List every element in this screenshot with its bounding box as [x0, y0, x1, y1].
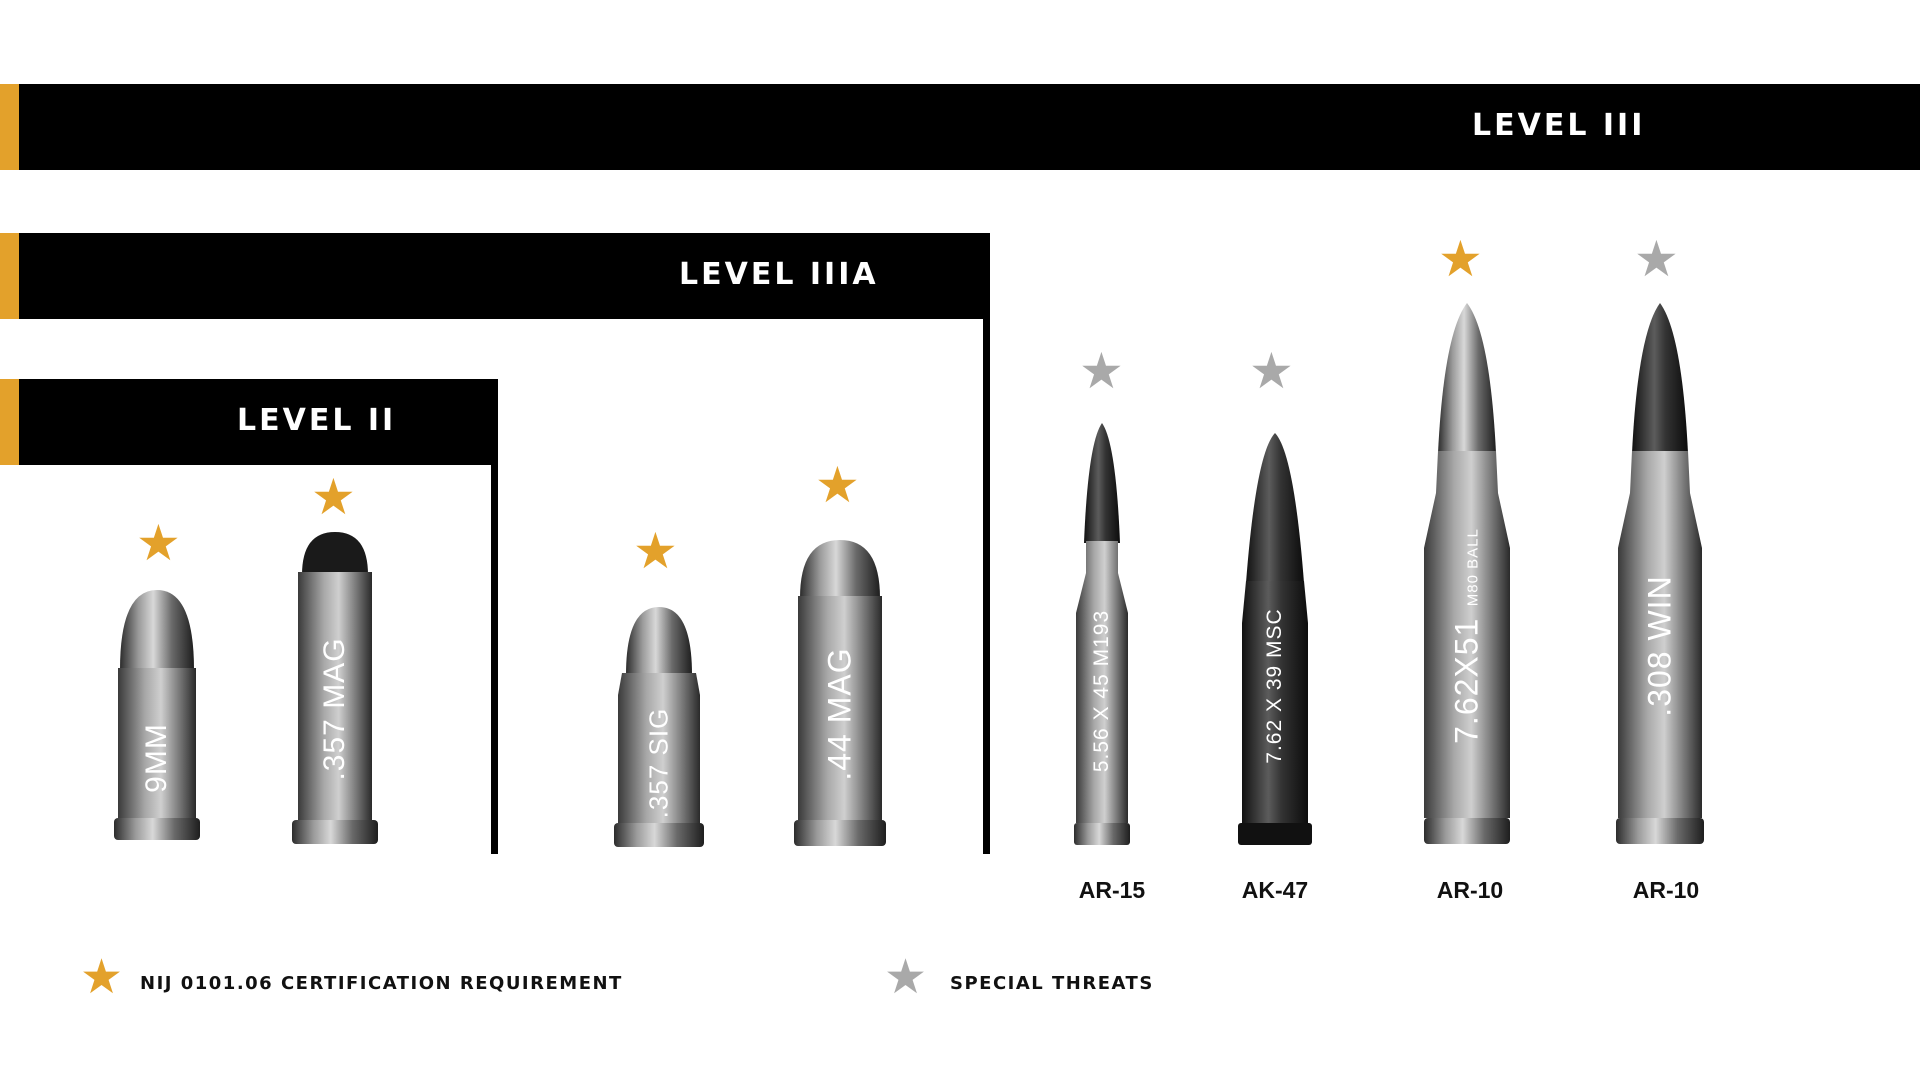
platform-label-ar10-m80: AR-10 [1436, 877, 1504, 903]
level-iiia-divider [983, 233, 990, 854]
round-308 [1614, 303, 1706, 848]
level-ii-divider [491, 379, 498, 854]
legend-certification-star-icon: ★ [80, 949, 124, 1005]
platform-label-ar10-308: AR-10 [1632, 877, 1700, 903]
caliber-label-44mag: .44 MAG [821, 647, 858, 781]
legend-certification-label: NIJ 0101.06 CERTIFICATION REQUIREMENT [140, 973, 623, 994]
caliber-label-762x51 [1449, 528, 1486, 744]
round-357mag [290, 530, 380, 848]
star-icon-357mag: ★ [311, 468, 356, 526]
star-icon-762x51: ★ [1438, 230, 1483, 288]
caliber-label-357mag: .357 MAG [318, 637, 351, 781]
legend-special-star-icon: ★ [884, 949, 928, 1005]
star-icon-308: ★ [1634, 230, 1679, 288]
caliber-main-762x51: 7.62X51 [1448, 617, 1485, 744]
round-357sig [612, 605, 706, 850]
star-icon-44mag: ★ [815, 456, 860, 514]
level-ii-accent [0, 379, 19, 465]
platform-label-ar15: AR-15 [1078, 877, 1146, 903]
round-762x39 [1232, 433, 1318, 848]
round-762x51 [1420, 303, 1514, 848]
legend-special-label: SPECIAL THREATS [950, 973, 1154, 994]
platform-label-ak47: AK-47 [1241, 877, 1309, 903]
level-iii-label: LEVEL III [1472, 108, 1646, 143]
caliber-label-762x39: 7.62 X 39 MSC [1263, 607, 1286, 764]
level-iiia-accent [0, 233, 19, 319]
caliber-label-357sig: .357 SIG [643, 707, 674, 818]
level-iii-accent [0, 84, 19, 170]
round-44mag [792, 538, 888, 850]
round-556 [1070, 423, 1134, 848]
caliber-sub-762x51: M80 BALL [1464, 527, 1482, 606]
round-9mm [112, 590, 202, 845]
caliber-label-9mm: 9MM [140, 722, 173, 793]
star-icon-556: ★ [1079, 342, 1124, 400]
caliber-label-556: 5.56 X 45 M193 [1090, 609, 1113, 772]
star-icon-9mm: ★ [136, 514, 181, 572]
star-icon-762x39: ★ [1249, 342, 1294, 400]
level-iiia-label: LEVEL IIIA [679, 257, 879, 292]
star-icon-357sig: ★ [633, 522, 678, 580]
level-ii-label: LEVEL II [237, 403, 397, 438]
caliber-label-308: .308 WIN [1641, 574, 1678, 717]
